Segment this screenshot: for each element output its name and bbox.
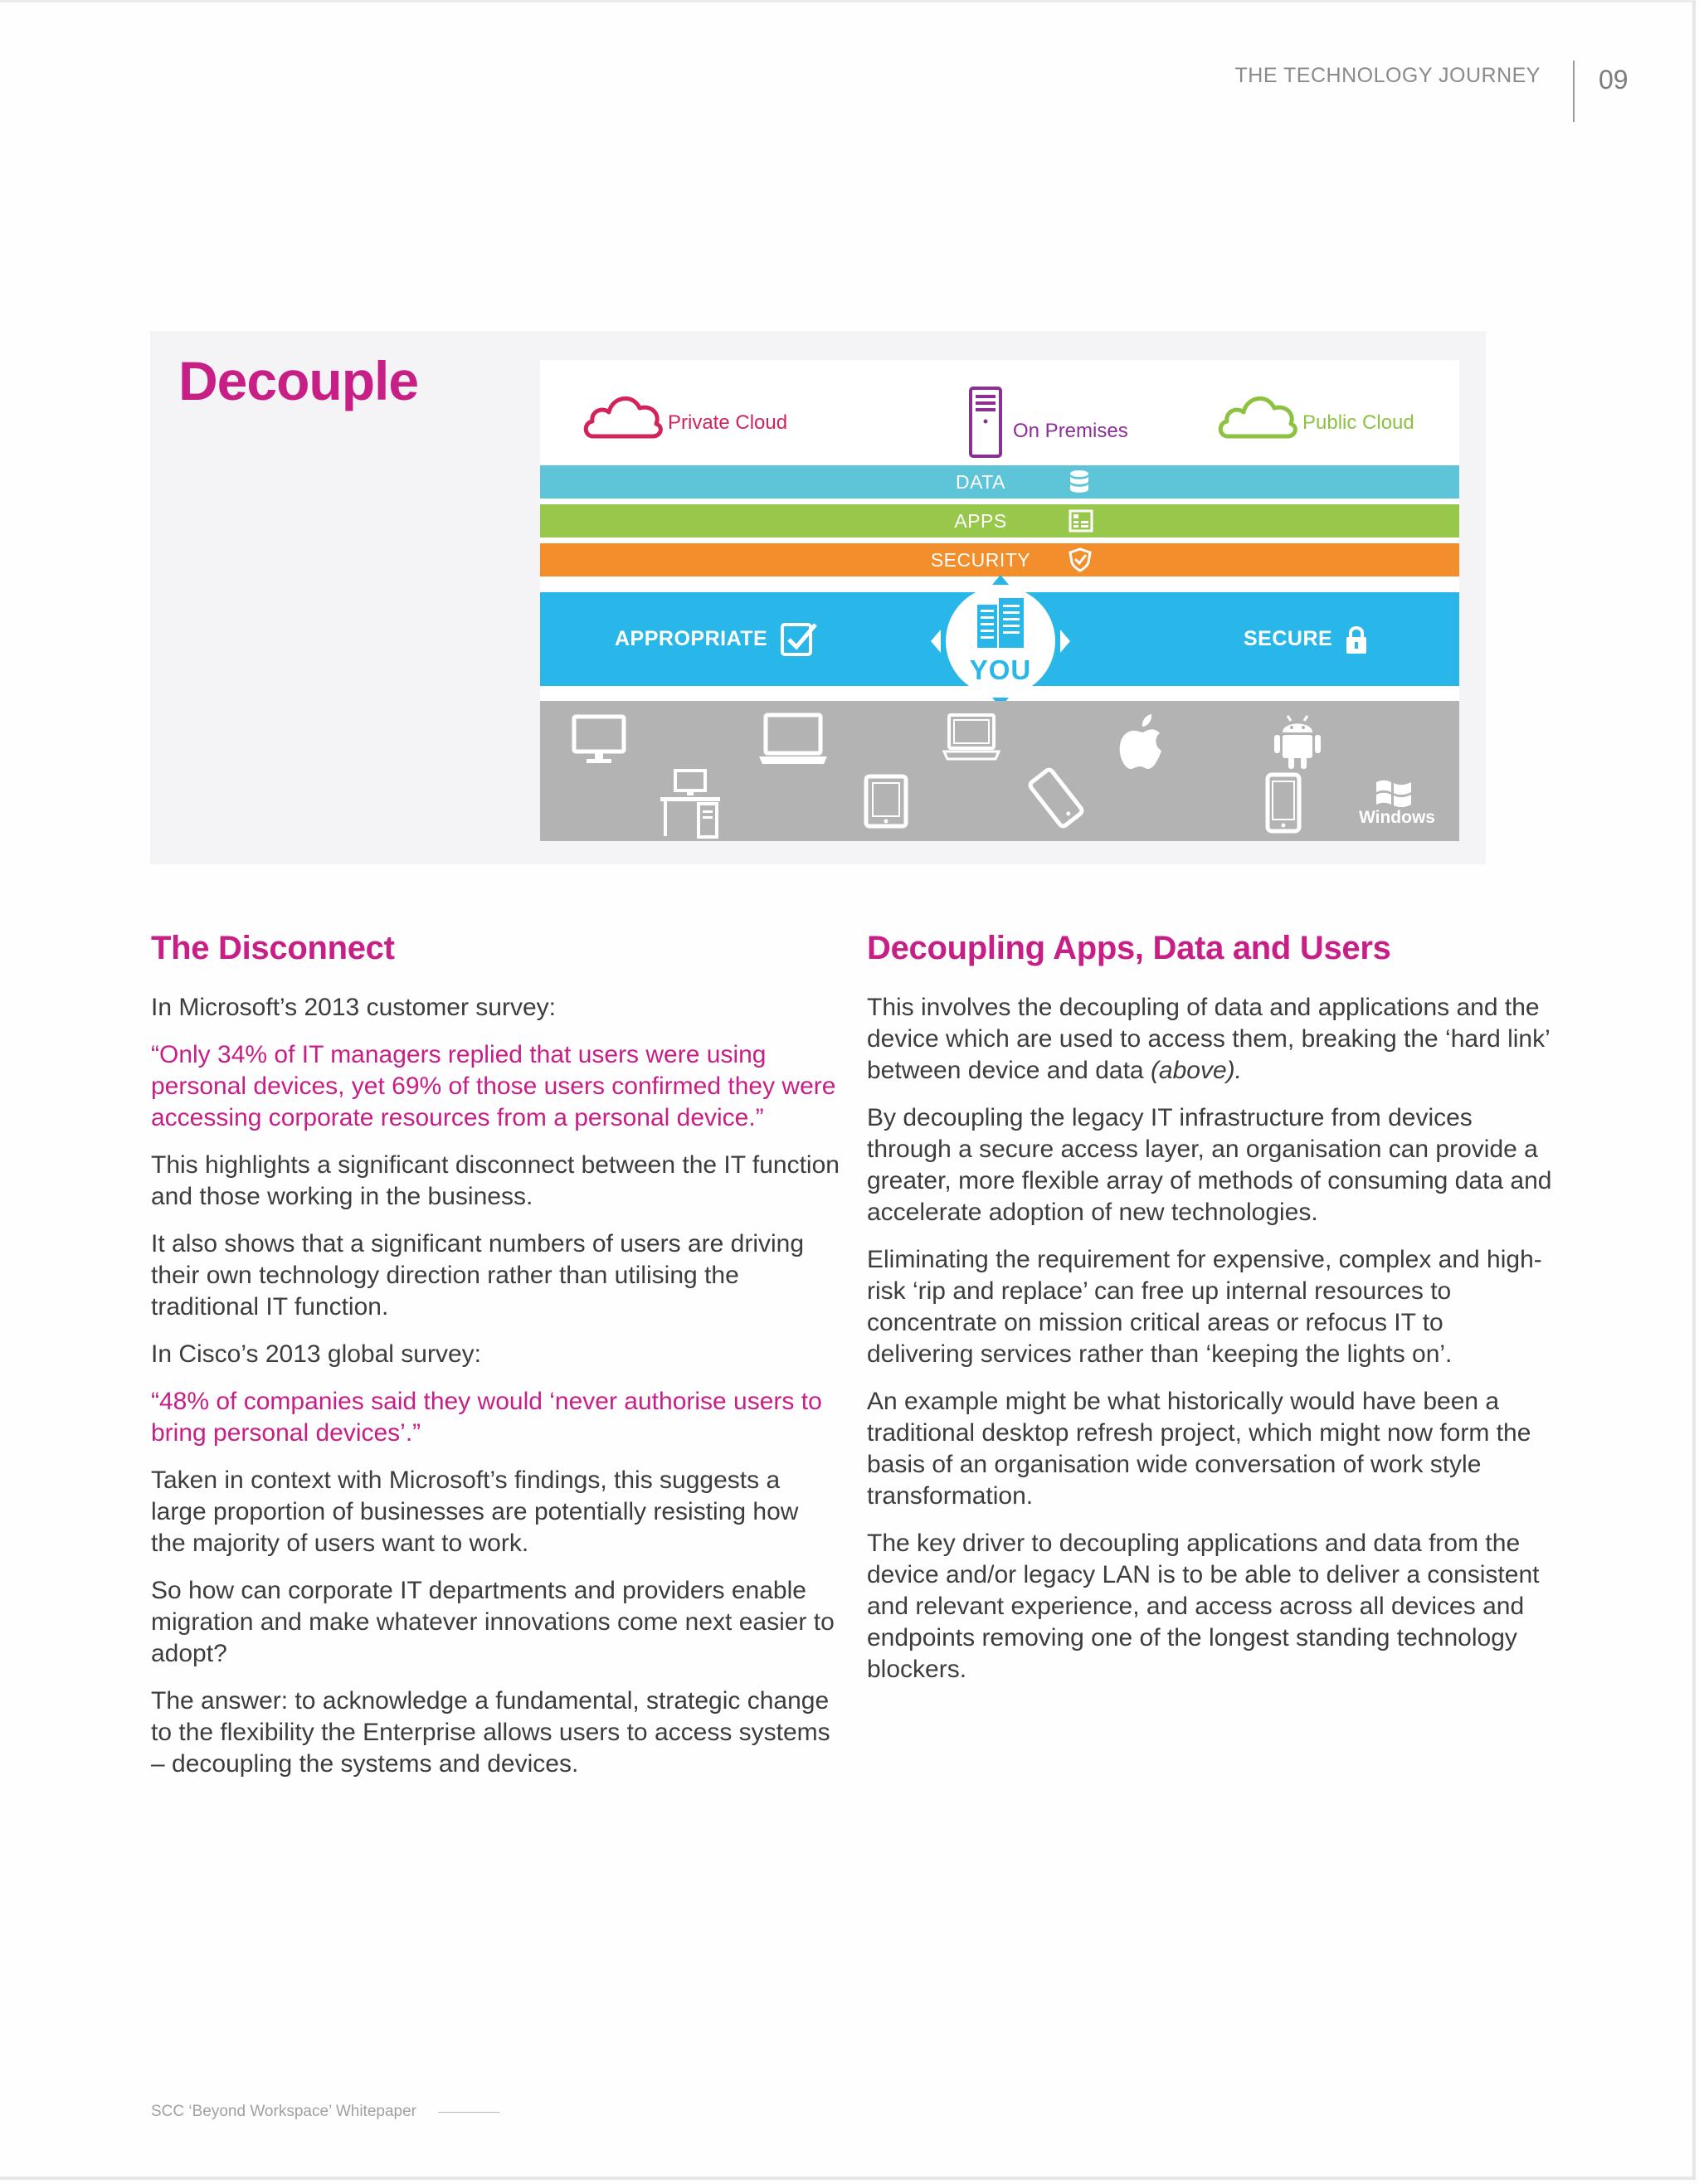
security-layer-label: SECURITY <box>930 548 1031 571</box>
you-hub <box>926 575 1075 708</box>
decouple-diagram <box>540 360 1459 841</box>
mobile-phone-icon <box>1265 772 1302 834</box>
shield-check-icon <box>1069 547 1092 572</box>
database-icon <box>1069 469 1090 494</box>
page-number: 09 <box>1599 65 1628 95</box>
devices-band <box>540 701 1459 841</box>
appropriate-text: APPROPRIATE <box>615 627 768 650</box>
source-private-cloud <box>582 387 787 441</box>
figure-title: Decouple <box>178 350 419 411</box>
building-icon <box>977 598 1024 648</box>
laptop-icon <box>757 713 829 767</box>
laptop-icon <box>942 713 1000 766</box>
paragraph: In Microsoft’s 2013 customer survey: <box>151 994 556 1021</box>
public-cloud-label: Public Cloud <box>1302 411 1414 434</box>
checkbox-icon <box>779 620 822 659</box>
paragraph: Eliminating the requirement for expensive, complex and high-risk ‘rip and replace’ can free up internal resources to concentrate on mission critical areas or refocus IT to delivering services rather than ‘keeping the lights on’. <box>867 1246 1542 1368</box>
smartphone-icon <box>1026 766 1086 830</box>
tablet-icon <box>864 774 908 829</box>
security-layer-band <box>540 543 1459 576</box>
appropriate-label <box>615 592 822 686</box>
disconnect-heading: The Disconnect <box>151 930 395 966</box>
padlock-icon <box>1344 624 1369 655</box>
footer-text: SCC ‘Beyond Workspace’ Whitepaper <box>151 2103 416 2120</box>
paragraph: Taken in context with Microsoft’s findings, this suggests a large proportion of businesses are potentially resisting how the majority of users want to work. <box>151 1467 799 1557</box>
apps-layer-band <box>540 504 1459 537</box>
data-layer-label: DATA <box>956 470 1005 493</box>
footer-rule <box>438 2112 499 2113</box>
paragraph: So how can corporate IT departments and providers enable migration and make whatever innovations come next easier to adopt? <box>151 1577 835 1667</box>
desk-workstation-icon <box>659 769 722 839</box>
you-hub-graphic <box>926 575 1075 708</box>
you-label: YOU <box>969 654 1032 685</box>
paragraph: An example might be what historically would have been a traditional desktop refresh project, which might now form the basis of an organisation wide conversation of work style transformation. <box>867 1388 1531 1510</box>
paragraph: The key driver to decoupling applications and data from the device and/or legacy LAN is to be able to deliver a consistent and relevant experience, and access across all devices and endpoints removing one of the longest standing technology blockers. <box>867 1530 1540 1683</box>
windows-logo-icon <box>1375 776 1413 810</box>
above-reference: (above). <box>1150 1057 1242 1084</box>
source-public-cloud <box>1216 387 1414 441</box>
apps-layer-label: APPS <box>954 509 1007 532</box>
android-icon <box>1273 713 1322 771</box>
paragraph: In Cisco’s 2013 global survey: <box>151 1340 481 1368</box>
paragraph-text: This involves the decoupling of data and applications and the device which are used to access them, breaking the ‘hard link’ between device and data <box>867 994 1550 1084</box>
microsoft-quote: “Only 34% of IT managers replied that users were using personal devices, yet 69% of those users confirmed they were accessing corporate resources from a personal device.” <box>151 1041 836 1131</box>
paragraph: By decoupling the legacy IT infrastructure from devices through a secure access layer, an organisation can provide a greater, more flexible array of methods of consuming data and accelerate adoption of new technologies. <box>867 1104 1552 1226</box>
on-premises-label: On Premises <box>1013 420 1128 442</box>
page-footer <box>151 2103 499 2121</box>
windows-label: Windows <box>1359 808 1435 827</box>
data-layer-band <box>540 465 1459 499</box>
paragraph: It also shows that a significant numbers of users are driving their own technology direction rather than utilising the traditional IT function. <box>151 1230 805 1321</box>
secure-label <box>1244 592 1369 686</box>
paragraph: The answer: to acknowledge a fundamental, strategic change to the flexibility the Enterprise allows users to access systems – decoupling the systems and devices. <box>151 1687 830 1778</box>
paragraph <box>867 992 1555 1087</box>
cloud-icon <box>1216 387 1299 441</box>
cloud-icon <box>582 387 665 441</box>
secure-text: SECURE <box>1244 627 1333 650</box>
cisco-quote: “48% of companies said they would ‘never authorise users to bring personal devices’.” <box>151 1388 822 1447</box>
running-header-title: THE TECHNOLOGY JOURNEY <box>1234 64 1541 87</box>
right-column <box>867 930 1555 1701</box>
decoupling-heading: Decoupling Apps, Data and Users <box>867 930 1391 966</box>
paragraph: This highlights a significant disconnect between the IT function and those working in the business. <box>151 1151 840 1210</box>
app-window-icon <box>1069 509 1093 533</box>
server-icon <box>968 387 1003 458</box>
source-on-premises <box>968 387 1128 458</box>
left-column <box>151 930 840 1796</box>
header-divider <box>1573 61 1575 122</box>
private-cloud-label: Private Cloud <box>668 411 788 434</box>
apple-logo-icon <box>1118 711 1168 772</box>
monitor-icon <box>572 714 626 767</box>
